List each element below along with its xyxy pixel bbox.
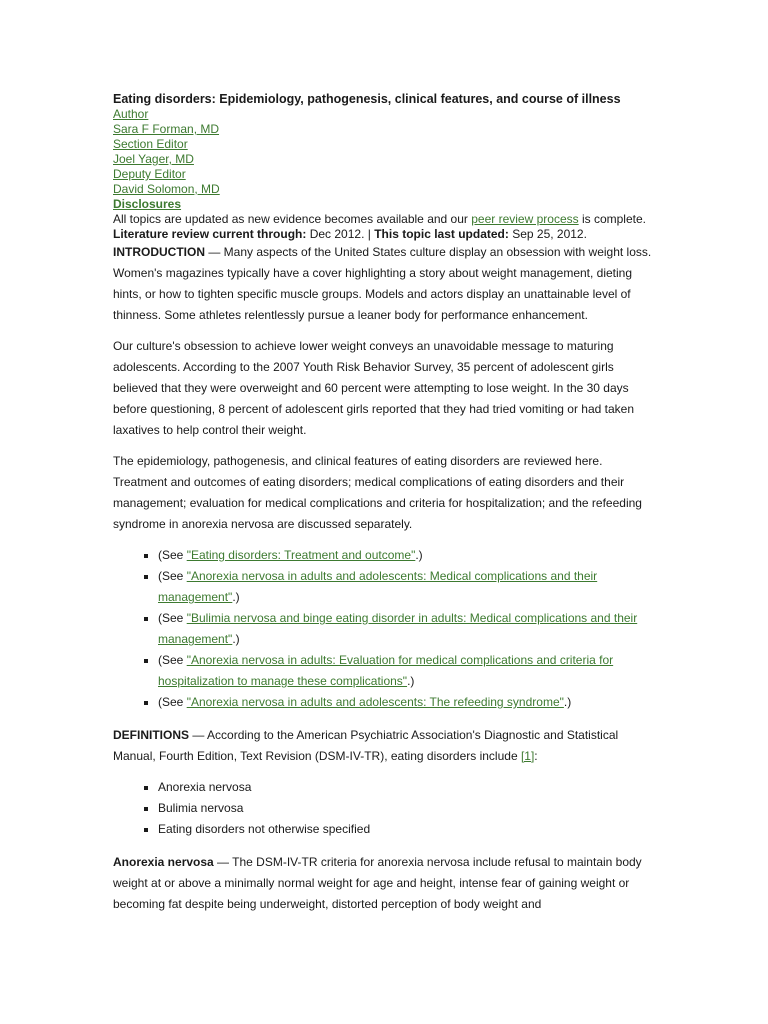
- anorexia-paragraph: Anorexia nervosa — The DSM-IV-TR criteria for anorexia nervosa include refusal to maintain body weight at or above a minimally normal weight for age and height, intense fear of gaining weight or becoming fat despite being underweight, distorted perception of body weight and: [113, 855, 642, 911]
- article-meta: [113, 107, 653, 212]
- culture-paragraph: Our culture's obsession to achieve lower weight conveys an unavoidable message to maturing adolescents. According to the 2007 Youth Risk Behavior Survey, 35 percent of adolescent girls believed that they were overweight and 60 percent were attempting to lose weight. In the 30 days before questioning, 8 percent of adolescent girls reported that they had tried vomiting or had taken laxatives to help control their weight.: [113, 339, 634, 437]
- reference-1-link[interactable]: [1]: [520, 749, 535, 763]
- overview-paragraph: The epidemiology, pathogenesis, and clinical features of eating disorders are reviewed here. Treatment and outcomes of eating disorders; medical complications of eating disorders and their management; evaluation for medical complications and criteria for hospitalization; and the refeeding syndrome in anorexia nervosa are discussed separately.: [113, 454, 642, 531]
- review-dates: Literature review current through: Dec 2012. | This topic last updated: Sep 25, 2012.: [113, 227, 587, 241]
- list-item: ▪ (See "Eating disorders: Treatment and outcome".): [158, 545, 653, 566]
- update-notice: All topics are updated as new evidence becomes available and our peer review process is complete.: [113, 212, 646, 226]
- see-link-anorexia-complications[interactable]: "Anorexia nervosa in adults and adolescents: Medical complications and their management": [158, 569, 598, 604]
- section-editor-name-link[interactable]: Joel Yager, MD: [113, 152, 194, 166]
- see-link-refeeding[interactable]: "Anorexia nervosa in adults and adolescents: The refeeding syndrome": [186, 695, 564, 709]
- list-item: ▪ (See "Bulimia nervosa and binge eating disorder in adults: Medical complications and their management".): [158, 608, 653, 650]
- definitions-paragraph: DEFINITIONS — According to the American Psychiatric Association's Diagnostic and Statistical Manual, Fourth Edition, Text Revision (DSM-IV-TR), eating disorders include [1]:: [113, 728, 619, 763]
- see-link-treatment[interactable]: "Eating disorders: Treatment and outcome": [186, 548, 416, 562]
- article-title: Eating disorders: Epidemiology, pathogenesis, clinical features, and course of illness: [113, 92, 621, 106]
- disclosures-link[interactable]: Disclosures: [113, 197, 182, 211]
- peer-review-link[interactable]: peer review process: [471, 212, 579, 226]
- list-item: ▪ (See "Anorexia nervosa in adults and adolescents: The refeeding syndrome".): [158, 692, 653, 713]
- author-name-link[interactable]: Sara F Forman, MD: [113, 122, 220, 136]
- section-editor-label-link[interactable]: Section Editor: [113, 137, 188, 151]
- see-link-bulimia-complications[interactable]: "Bulimia nervosa and binge eating disorder in adults: Medical complications and their management": [158, 611, 638, 646]
- author-label-link[interactable]: Author: [113, 107, 149, 121]
- list-item: ▪ (See "Anorexia nervosa in adults and adolescents: Medical complications and their management".): [158, 566, 653, 608]
- list-item: ▪ Eating disorders not otherwise specified: [158, 819, 653, 840]
- anorexia-heading: Anorexia nervosa: [113, 855, 214, 869]
- deputy-editor-label-link[interactable]: Deputy Editor: [113, 167, 186, 181]
- article: [113, 92, 653, 925]
- intro-paragraph: INTRODUCTION — Many aspects of the United States culture display an obsession with weight loss. Women's magazines typically have a cover highlighting a story about weight management, dieting hints, or how to tighten specific muscle groups. Models and actors display an unattainable level of thinness. Some athletes relentlessly pursue a leaner body for performance enhancement.: [113, 245, 652, 322]
- intro-heading: INTRODUCTION: [113, 245, 205, 259]
- list-item: ▪ (See "Anorexia nervosa in adults: Evaluation for medical complications and criteria for hospitalization to manage these complications".): [158, 650, 653, 692]
- disorders-list: [113, 777, 653, 840]
- see-link-hospitalization[interactable]: "Anorexia nervosa in adults: Evaluation for medical complications and criteria for hospitalization to manage these complications": [158, 653, 614, 688]
- deputy-editor-name-link[interactable]: David Solomon, MD: [113, 182, 220, 196]
- see-also-list: [113, 545, 653, 713]
- definitions-heading: DEFINITIONS: [113, 728, 190, 742]
- list-item: ▪ Anorexia nervosa: [158, 777, 653, 798]
- list-item: ▪ Bulimia nervosa: [158, 798, 653, 819]
